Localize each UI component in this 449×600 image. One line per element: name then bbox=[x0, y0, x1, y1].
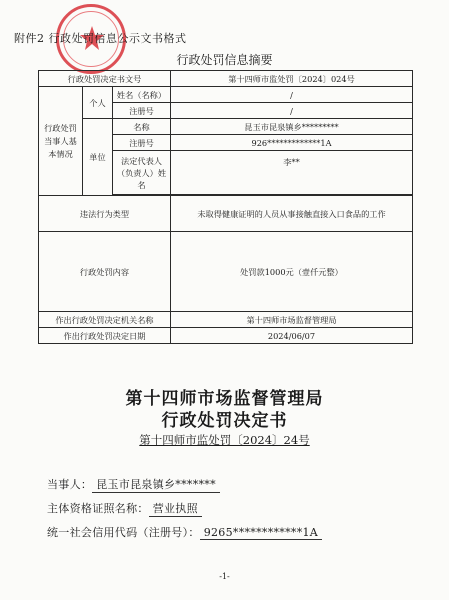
violation-label: 违法行为类型 bbox=[39, 196, 171, 232]
doc-no-label: 行政处罚决定书文号 bbox=[39, 71, 171, 87]
credit-line-label: 统一社会信用代码（注册号）： bbox=[47, 526, 200, 539]
reg-no-value: / bbox=[171, 103, 413, 119]
violation-value: 未取得健康证明的人员从事接触直接入口食品的工作 bbox=[171, 196, 413, 232]
legal-rep-value: 李** bbox=[171, 151, 413, 195]
decision-title: 行政处罚决定书 bbox=[161, 411, 288, 431]
summary-title: 行政处罚信息摘要 bbox=[176, 53, 273, 67]
individual-label: 个人 bbox=[83, 87, 113, 119]
reg-no-label: 注册号 bbox=[113, 103, 171, 119]
date-label: 作出行政处罚决定日期 bbox=[39, 328, 171, 344]
authority-label: 作出行政处罚决定机关名称 bbox=[39, 312, 171, 328]
attachment-title: 附件2 行政处罚信息公示文书格式 bbox=[14, 32, 187, 45]
unit-reg-label: 注册号 bbox=[113, 135, 171, 151]
decision-title-authority: 第十四师市场监督管理局 bbox=[125, 389, 324, 409]
cert-line-label: 主体资格证照名称： bbox=[47, 502, 149, 515]
party-line-value: 昆玉市昆泉镇乡******* bbox=[92, 476, 220, 493]
credit-line bbox=[47, 524, 322, 540]
decision-doc-no bbox=[0, 432, 449, 448]
date-value: 2024/06/07 bbox=[171, 328, 413, 344]
party-line bbox=[47, 476, 220, 493]
authority-value: 第十四师市场监督管理局 bbox=[171, 312, 413, 328]
name-label: 姓名（名称） bbox=[113, 87, 171, 103]
party-line-label: 当事人： bbox=[47, 478, 93, 491]
penalty-label: 行政处罚内容 bbox=[39, 232, 171, 312]
legal-rep-label: 法定代表人（负责人）姓名 bbox=[113, 151, 171, 195]
penalty-summary-table bbox=[38, 70, 413, 344]
penalty-value: 处罚款1000元（壹仟元整） bbox=[171, 232, 413, 312]
unit-name-label: 名称 bbox=[113, 119, 171, 135]
name-value: / bbox=[171, 87, 413, 103]
party-label: 行政处罚当事人基本情况 bbox=[39, 87, 83, 196]
cert-line bbox=[47, 500, 202, 517]
credit-line-value: 9265************1A bbox=[200, 526, 322, 540]
doc-no-value: 第十四师市监处罚〔2024〕024号 bbox=[171, 71, 413, 87]
unit-label: 单位 bbox=[83, 119, 113, 196]
unit-name-value: 昆玉市昆泉镇乡********* bbox=[171, 119, 413, 135]
cert-line-value: 营业执照 bbox=[149, 500, 202, 517]
unit-reg-value: 926*************1A bbox=[171, 135, 413, 151]
page-number: -1- bbox=[219, 572, 230, 581]
decision-doc-no-text: 第十四师市监处罚〔2024〕24号 bbox=[139, 433, 310, 447]
